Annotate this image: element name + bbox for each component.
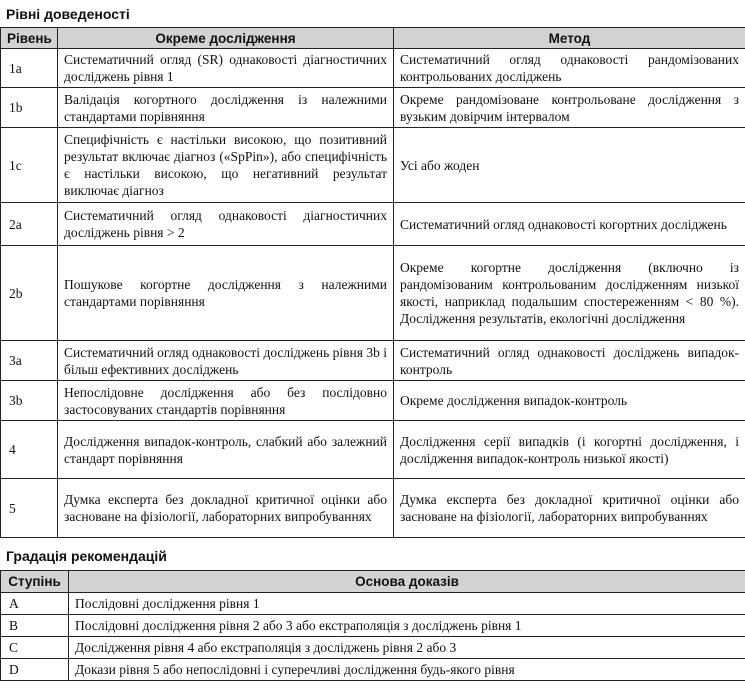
grades-table xyxy=(0,570,745,681)
table-row xyxy=(1,246,745,341)
method-cell: Систематичний огляд однаковості рандомізованих контрольованих досліджень xyxy=(394,49,745,88)
table-row xyxy=(1,341,745,381)
method-cell: Окреме когортне дослідження (включно із рандомізованим контрольованим дослідженням низької якості, наприклад подальшим спостереженням < 80 %). Дослідження результатів, екологічні дослідження xyxy=(394,246,745,341)
method-cell: Окреме дослідження випадок-контроль xyxy=(394,381,745,421)
grades-title: Градація рекомендацій xyxy=(6,548,167,564)
study-cell: Непослідовне дослідження або без послідовно застосовуваних стандартів порівняння xyxy=(58,381,394,421)
table-row xyxy=(1,49,745,88)
table-row xyxy=(1,593,745,615)
basis-cell: Докази рівня 5 або непослідовні і суперечливі дослідження будь-якого рівня xyxy=(69,659,745,681)
table-row xyxy=(1,421,745,479)
level-cell: 5 xyxy=(1,479,58,538)
table-row xyxy=(1,659,745,681)
method-cell: Думка експерта без докладної критичної оцінки або засноване на фізіології, лабораторних випробуваннях xyxy=(394,479,745,538)
method-cell: Усі або жоден xyxy=(394,128,745,203)
header-grade: Ступінь xyxy=(1,571,69,593)
method-cell: Систематичний огляд однаковості досліджень випадок-контроль xyxy=(394,341,745,381)
table-row xyxy=(1,88,745,128)
basis-cell: Послідовні дослідження рівня 2 або 3 або екстраполяція з досліджень рівня 1 xyxy=(69,615,745,637)
study-cell: Валідація когортного дослідження із належними стандартами порівняння xyxy=(58,88,394,128)
level-cell: 4 xyxy=(1,421,58,479)
basis-cell: Дослідження рівня 4 або екстраполяція з досліджень рівня 2 або 3 xyxy=(69,637,745,659)
header-study: Окреме дослідження xyxy=(58,28,394,49)
table-row xyxy=(1,128,745,203)
study-cell: Пошукове когортне дослідження з належними стандартами порівняння xyxy=(58,246,394,341)
study-cell: Систематичний огляд (SR) однаковості діагностичних досліджень рівня 1 xyxy=(58,49,394,88)
method-cell: Систематичний огляд однаковості когортних досліджень xyxy=(394,203,745,246)
levels-table xyxy=(0,27,745,538)
level-cell: 1b xyxy=(1,88,58,128)
grade-cell: B xyxy=(1,615,69,637)
level-cell: 2a xyxy=(1,203,58,246)
header-basis: Основа доказів xyxy=(69,571,745,593)
level-cell: 3a xyxy=(1,341,58,381)
study-cell: Систематичний огляд однаковості досліджень рівня 3b і більш ефективних досліджень xyxy=(58,341,394,381)
header-method: Метод xyxy=(394,28,745,49)
grade-cell: A xyxy=(1,593,69,615)
table-row xyxy=(1,203,745,246)
levels-title: Рівні доведеності xyxy=(6,6,130,22)
table-row xyxy=(1,615,745,637)
table-row xyxy=(1,381,745,421)
grades-header-row xyxy=(1,571,745,593)
level-cell: 2b xyxy=(1,246,58,341)
study-cell: Думка експерта без докладної критичної оцінки або засноване на фізіології, лабораторних випробуваннях xyxy=(58,479,394,538)
method-cell: Окреме рандомізоване контрольоване дослідження з вузьким довірчим інтервалом xyxy=(394,88,745,128)
grade-cell: D xyxy=(1,659,69,681)
method-cell: Дослідження серії випадків (і когортні дослідження, і дослідження випадок-контроль низької якості) xyxy=(394,421,745,479)
study-cell: Дослідження випадок-контроль, слабкий або залежний стандарт порівняння xyxy=(58,421,394,479)
study-cell: Специфічність є настільки високою, що позитивний результат включає діагноз («SpPin»), або специфічність є настільки високою, що негативний результат виключає діагноз xyxy=(58,128,394,203)
grade-cell: C xyxy=(1,637,69,659)
level-cell: 3b xyxy=(1,381,58,421)
header-level: Рівень xyxy=(1,28,58,49)
level-cell: 1c xyxy=(1,128,58,203)
table-row xyxy=(1,479,745,538)
basis-cell: Послідовні дослідження рівня 1 xyxy=(69,593,745,615)
table-row xyxy=(1,637,745,659)
study-cell: Систематичний огляд однаковості діагностичних досліджень рівня > 2 xyxy=(58,203,394,246)
level-cell: 1a xyxy=(1,49,58,88)
levels-header-row xyxy=(1,28,745,49)
